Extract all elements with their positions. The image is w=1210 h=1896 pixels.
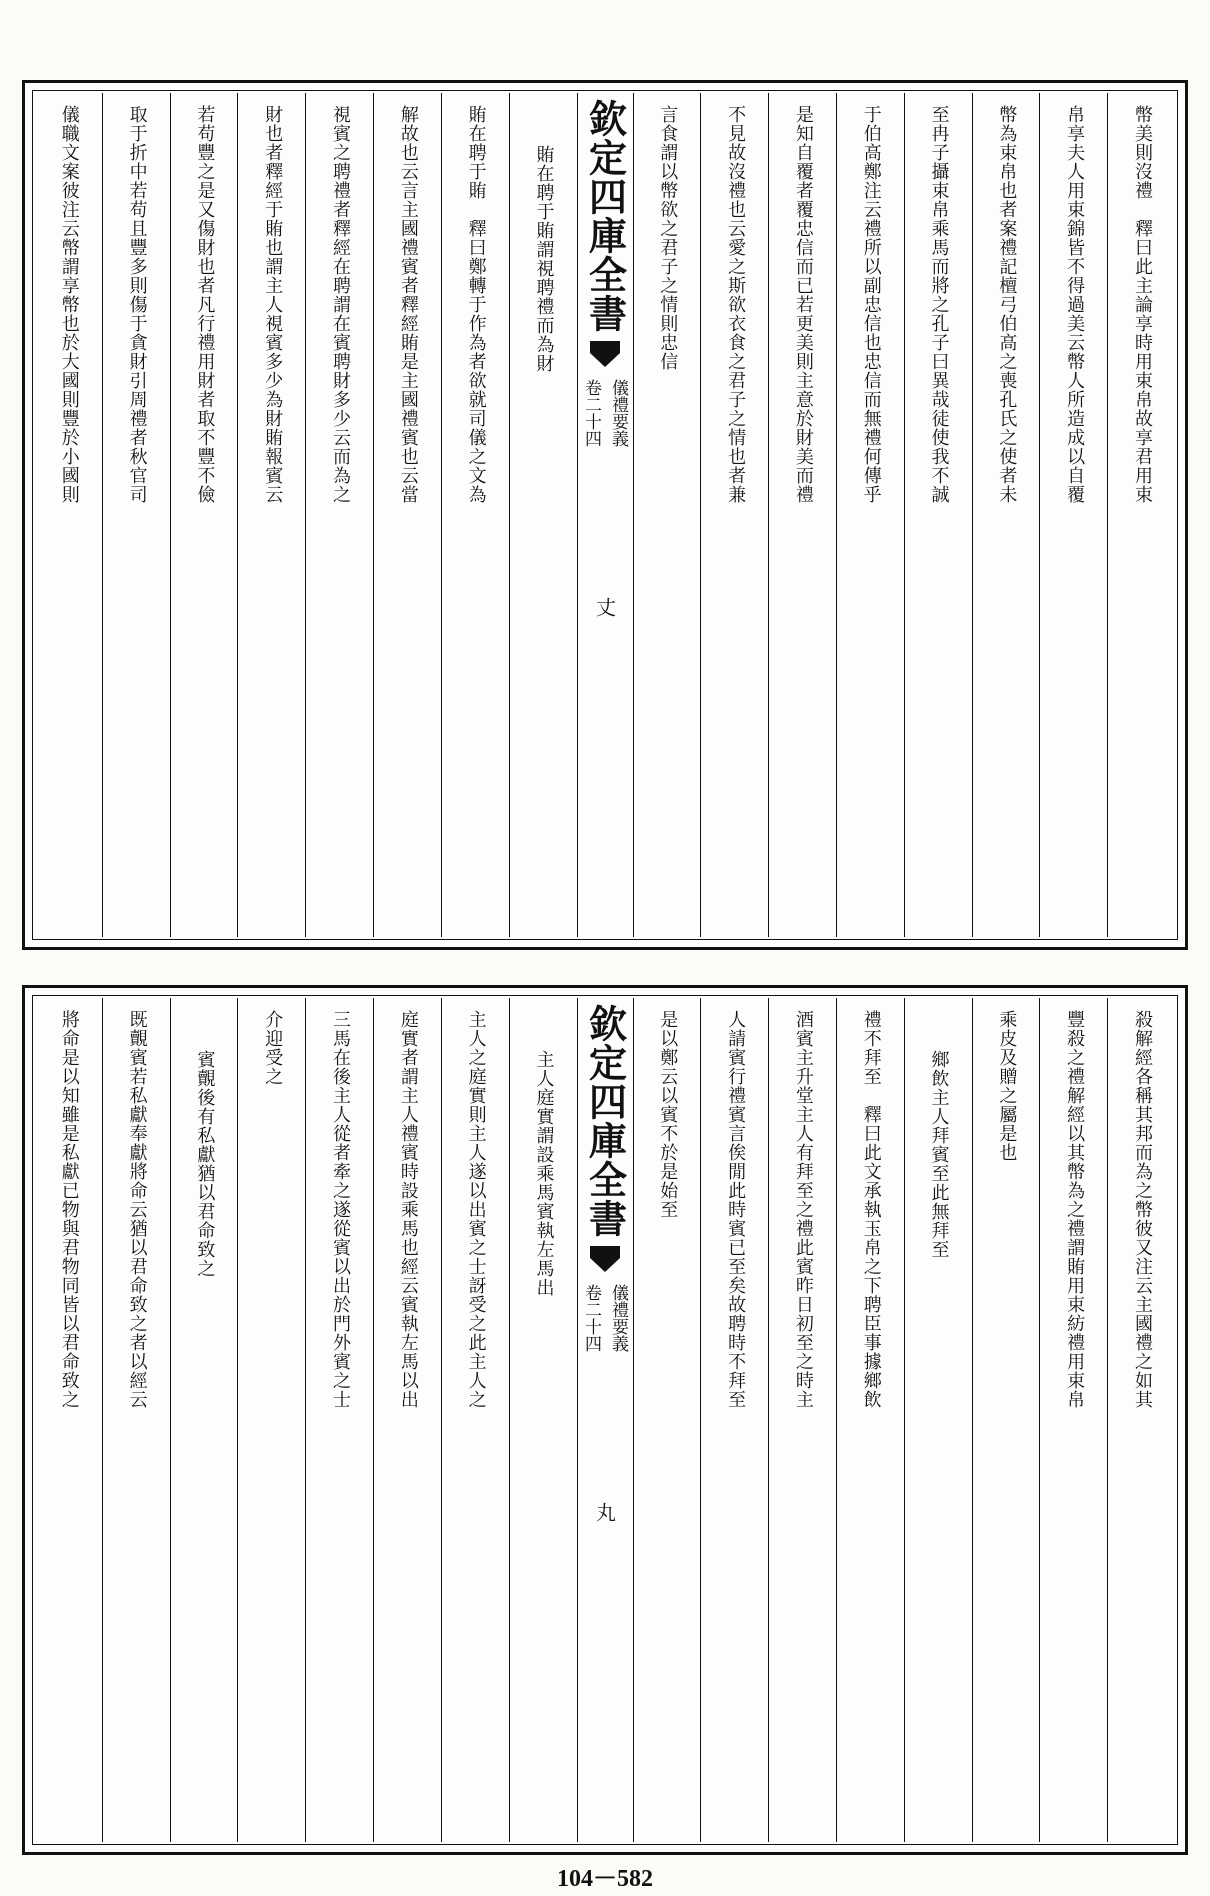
- text-column: [35, 93, 102, 937]
- collection-title: 欽定四庫全書: [582, 99, 628, 333]
- text-column: [1039, 998, 1107, 1842]
- fish-tail-mark-icon: [590, 1246, 620, 1272]
- column-text: 介迎受之: [262, 1010, 284, 1086]
- book-title: 儀禮要義: [608, 379, 628, 447]
- column-text: 主人庭實謂設乘馬賓執左馬出: [533, 1050, 555, 1297]
- volume-label: 卷二十四: [581, 379, 601, 447]
- text-column: [102, 998, 170, 1842]
- heading-column: [509, 93, 577, 937]
- heading-column: [509, 998, 577, 1842]
- column-text: 鄉飲主人拜賓至此無拜至: [928, 1050, 950, 1259]
- text-column: [972, 998, 1040, 1842]
- text-column: [836, 998, 904, 1842]
- column-text: 既覿賓若私獻奉獻將命云猶以君命致之者以經云: [126, 1010, 148, 1409]
- text-column: [441, 93, 509, 937]
- center-fold: [577, 93, 633, 937]
- text-column: [441, 998, 509, 1842]
- text-column: [373, 998, 441, 1842]
- column-text: 于伯高鄭注云禮所以副忠信也忠信而無禮何傳乎: [860, 105, 882, 504]
- text-column: [305, 93, 373, 937]
- text-column: [102, 93, 170, 937]
- column-text: 主人之庭實則主人遂以出賓之士訝受之此主人之: [465, 1010, 487, 1409]
- column-text: 儀職文案彼注云幣謂享幣也於大國則豐於小國則: [58, 105, 80, 504]
- column-text: 視賓之聘禮者釋經在聘謂在賓聘財多少云而為之: [330, 105, 351, 504]
- text-column: [1107, 998, 1175, 1842]
- text-column: [373, 93, 441, 937]
- column-text: 乘皮及贈之屬是也: [996, 1010, 1018, 1162]
- top-columns: [35, 93, 1175, 937]
- column-text: 取于折中若苟且豐多則傷于貪財引周禮者秋官司: [126, 105, 148, 504]
- text-column: [237, 93, 305, 937]
- fish-tail-mark-icon: [590, 341, 620, 367]
- column-text: 酒賓主升堂主人有拜至之禮此賓昨日初至之時主: [792, 1010, 814, 1409]
- column-text: 三馬在後主人從者牽之遂從賓以出於門外賓之士: [330, 1010, 351, 1409]
- text-column: [170, 93, 238, 937]
- folio-number: 丸: [592, 1502, 617, 1522]
- text-column: [700, 93, 768, 937]
- page-number: 104－582: [557, 1866, 653, 1892]
- column-text: 賄在聘于賄謂視聘禮而為財: [533, 145, 555, 373]
- column-text: 殺解經各稱其邦而為之幣彼又注云主國禮之如其: [1131, 1010, 1153, 1409]
- top-page-panel: [22, 80, 1188, 950]
- column-text: 幣美則沒禮 釋曰此主論享時用束帛故享君用束: [1131, 105, 1153, 504]
- column-text: 人請賓行禮賓言俟閒此時賓已至矣故聘時不拜至: [725, 1010, 747, 1409]
- column-text: 言食謂以幣欲之君子之情則忠信: [657, 105, 679, 371]
- book-info: [579, 379, 631, 447]
- column-text: 賓覿後有私獻猶以君命致之: [194, 1050, 216, 1278]
- text-column: [633, 998, 701, 1842]
- text-column: [35, 998, 102, 1842]
- heading-column: [170, 998, 238, 1842]
- collection-title: 欽定四庫全書: [582, 1004, 628, 1238]
- text-column: [700, 998, 768, 1842]
- book-title: 儀禮要義: [608, 1284, 628, 1352]
- heading-column: [904, 998, 972, 1842]
- text-column: [836, 93, 904, 937]
- column-text: 豐殺之禮解經以其幣為之禮謂賄用束紡禮用束帛: [1064, 1010, 1086, 1409]
- volume-label: 卷二十四: [581, 1284, 601, 1352]
- text-column: [768, 998, 836, 1842]
- folio-number: 丈: [592, 597, 617, 617]
- column-text: 庭實者謂主人禮賓時設乘馬也經云賓執左馬以出: [397, 1010, 419, 1409]
- column-text: 將命是以知雖是私獻已物與君物同皆以君命致之: [58, 1010, 80, 1409]
- text-column: [972, 93, 1040, 937]
- text-column: [768, 93, 836, 937]
- column-text: 解故也云言主國禮賓者釋經賄是主國禮賓也云當: [397, 105, 419, 504]
- text-column: [1039, 93, 1107, 937]
- column-text: 禮不拜至 釋曰此文承執玉帛之下聘臣事據鄉飲: [860, 1010, 882, 1409]
- text-column: [904, 93, 972, 937]
- column-text: 至冉子攝束帛乘馬而將之孔子曰異哉徒使我不誠: [928, 105, 950, 504]
- text-column: [237, 998, 305, 1842]
- center-fold: [577, 998, 633, 1842]
- text-column: [305, 998, 373, 1842]
- column-text: 若苟豐之是又傷財也者凡行禮用財者取不豐不儉: [194, 105, 216, 504]
- text-column: [633, 93, 701, 937]
- column-text: 幣為束帛也者案禮記檀弓伯高之喪孔氏之使者未: [996, 105, 1018, 504]
- column-text: 賄在聘于賄 釋曰鄭轉于作為者欲就司儀之文為: [465, 105, 487, 504]
- column-text: 財也者釋經于賄也謂主人視賓多少為財賄報賓云: [262, 105, 284, 504]
- column-text: 不見故沒禮也云愛之斯欲衣食之君子之情也者兼: [725, 105, 747, 504]
- column-text: 帛享夫人用束錦皆不得過美云幣人所造成以自覆: [1064, 105, 1086, 504]
- bottom-page-panel: [22, 985, 1188, 1855]
- column-text: 是以鄭云以賓不於是始至: [657, 1010, 679, 1219]
- column-text: 是知自覆者覆忠信而已若更美則主意於財美而禮: [792, 105, 814, 504]
- text-column: [1107, 93, 1175, 937]
- bottom-columns: [35, 998, 1175, 1842]
- book-info: [579, 1284, 631, 1352]
